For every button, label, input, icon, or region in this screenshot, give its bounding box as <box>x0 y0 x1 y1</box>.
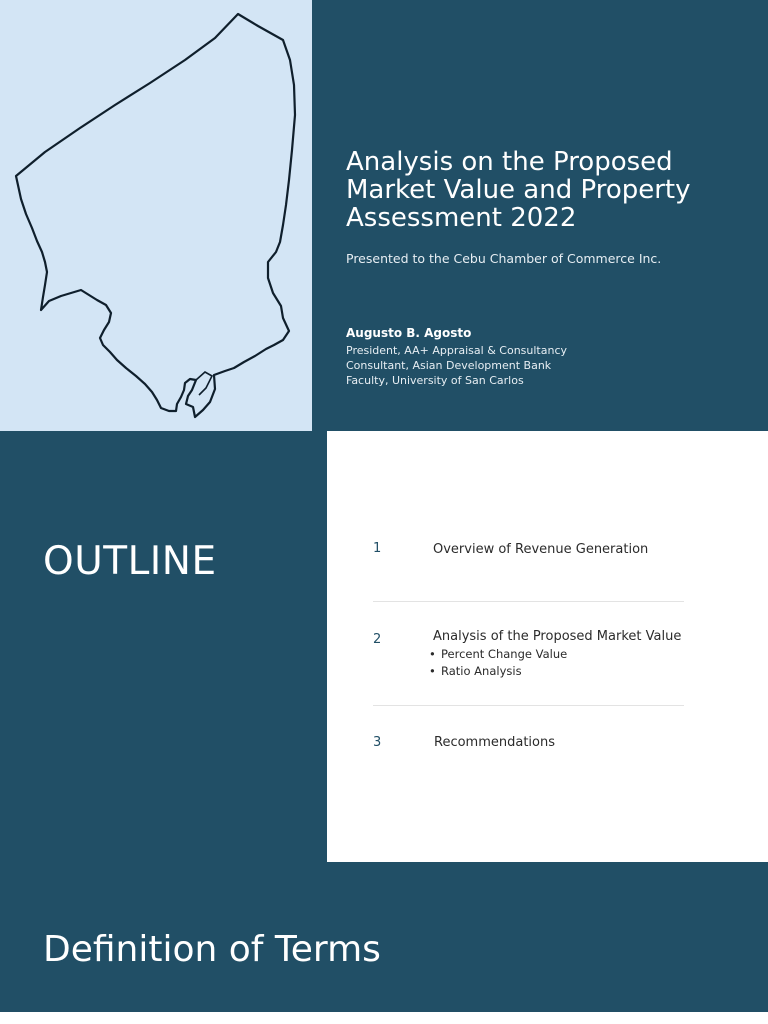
presentation-subtitle: Presented to the Cebu Chamber of Commerce Inc. <box>346 251 662 266</box>
cover-title-panel <box>312 0 768 431</box>
outline-title-panel <box>0 431 327 862</box>
outline-item-text: Overview of Revenue Generation <box>433 542 649 557</box>
outline-item-text: Analysis of the Proposed Market Value <box>433 629 682 644</box>
outline-item-number: 3 <box>373 735 382 750</box>
definition-slide <box>0 862 768 1012</box>
outline-list <box>327 431 768 862</box>
outline-sub-bullet: • Ratio Analysis <box>441 664 522 678</box>
divider <box>373 601 684 602</box>
author-role: President, AA+ Appraisal & Consultancy <box>346 344 568 357</box>
author-role: Faculty, University of San Carlos <box>346 374 524 387</box>
city-boundary-map-outline <box>0 0 312 431</box>
outline-title: OUTLINE <box>43 539 217 584</box>
presentation-title: Analysis on the Proposed Market Value and Property Assessment 2022 <box>346 147 691 233</box>
author-name: Augusto B. Agosto <box>346 326 472 340</box>
outline-sub-bullet: • Percent Change Value <box>441 647 567 661</box>
outline-item-text: Recommendations <box>434 735 556 750</box>
outline-item-number: 2 <box>373 632 382 647</box>
author-role: Consultant, Asian Development Bank <box>346 359 552 372</box>
definition-title: Definition of Terms <box>43 929 381 970</box>
map-panel <box>0 0 312 431</box>
divider <box>373 705 684 706</box>
outline-item-number: 1 <box>373 541 382 556</box>
